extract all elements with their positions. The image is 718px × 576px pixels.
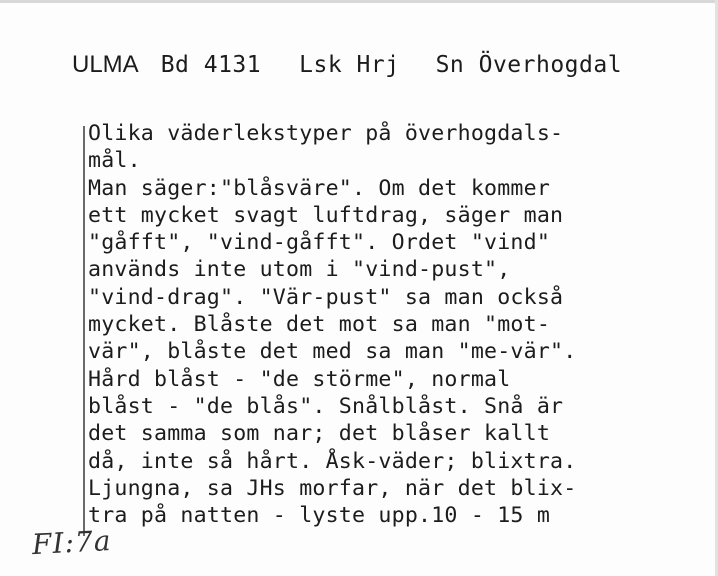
text-line-4: ett mycket svagt luftdrag, säger man <box>88 202 564 228</box>
margin-line <box>83 126 85 536</box>
text-line-5: "gåfft", "vind-gåfft". Ordet "vind" <box>88 230 551 256</box>
text-line-15: tra på natten - lyste upp.10 - 15 m <box>88 503 551 529</box>
card-body-text <box>88 120 713 529</box>
text-line-9: vär", blåste det med sa man "me-vär". <box>88 339 577 365</box>
text-line-11: blåst - "de blås". Snålblåst. Snå är <box>88 393 564 419</box>
card-top-edge <box>0 0 718 3</box>
text-line-2: mål. <box>88 148 141 174</box>
text-line-6: används inte utom i "vind-pust", <box>88 257 511 283</box>
handwritten-signature: FI:7a <box>31 523 113 562</box>
landskap-code: Lsk Hrj <box>299 52 400 78</box>
volume-number: Bd 4131 <box>160 52 262 78</box>
text-line-7: "vind-drag". "Vär-pust" sa man också <box>88 284 564 310</box>
card-header <box>72 51 702 85</box>
archive-code: ULMA <box>72 51 139 78</box>
text-line-13: då, inte så hårt. Åsk-väder; blixtra. <box>88 448 577 474</box>
text-line-12: det samma som nar; det blåser kallt <box>88 421 551 447</box>
text-line-14: Ljungna, sa JHs morfar, när det blix- <box>88 475 577 501</box>
text-line-3: Man säger:"blåsväre". Om det kommer <box>88 175 551 201</box>
text-line-10: Hård blåst - "de störme", normal <box>88 366 511 392</box>
text-line-1: Olika väderlekstyper på överhogdals- <box>88 121 564 146</box>
text-line-8: mycket. Blåste det mot sa man "mot- <box>88 312 551 338</box>
socken-name: Sn Överhogdal <box>435 52 623 78</box>
